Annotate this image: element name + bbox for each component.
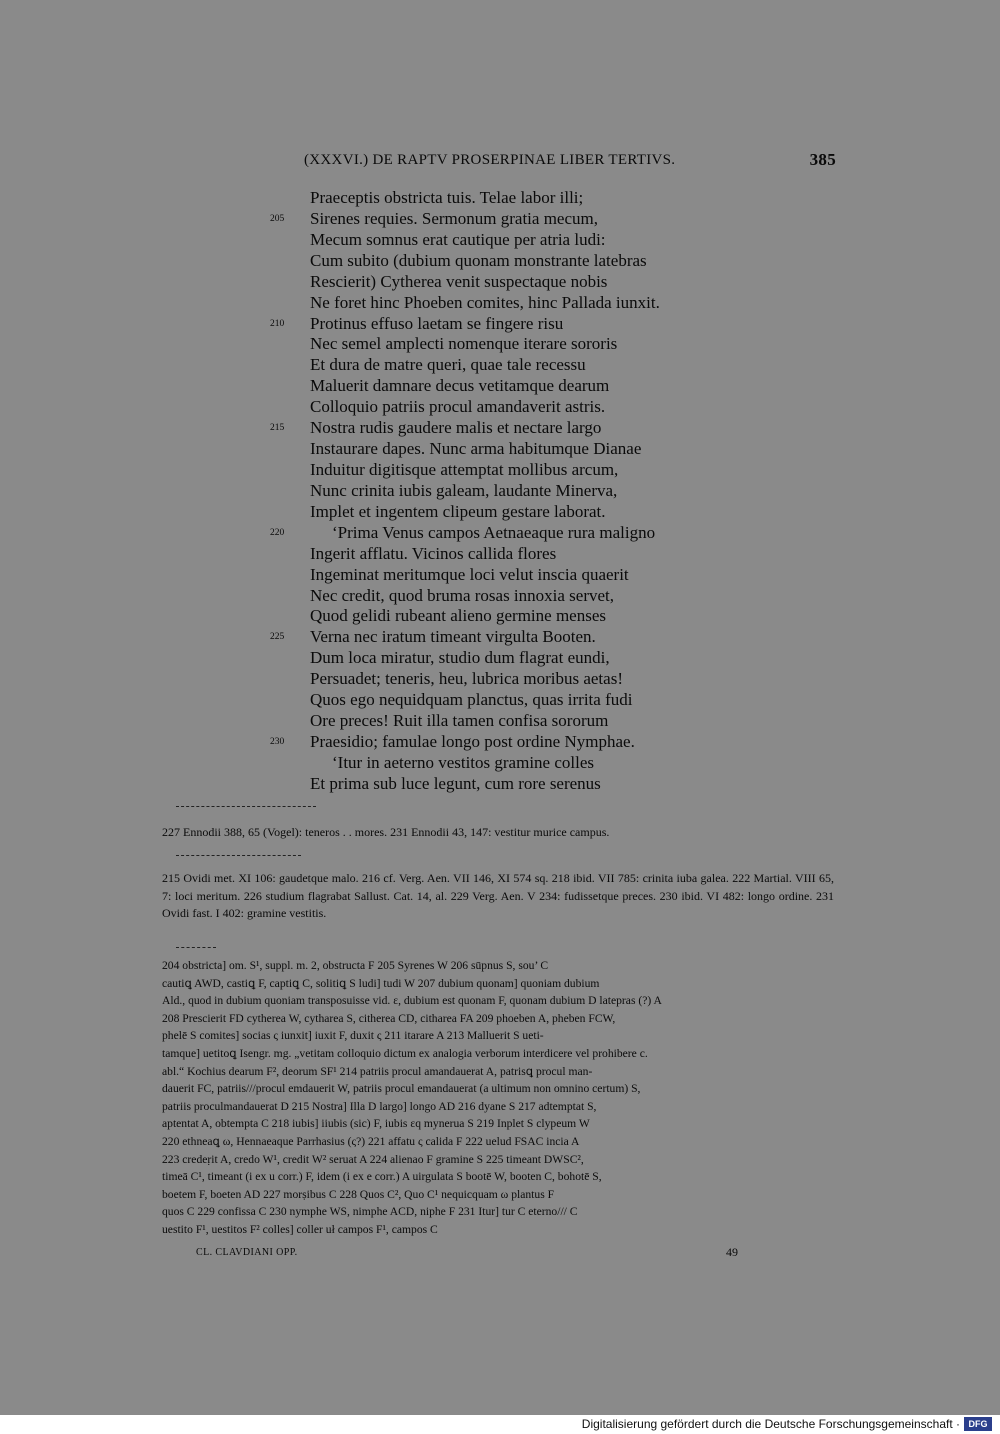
verse-text: Ingeminat meritumque loci velut inscia quaerit xyxy=(310,564,629,584)
verse-text: Cum subito (dubium quonam monstrante latebras xyxy=(310,250,647,270)
verse-line xyxy=(270,774,790,795)
verse-line xyxy=(270,669,790,690)
apparatus-fontes xyxy=(162,870,834,923)
critical-note-line: aptentat A, obtempta C 218 iubis] iiubis (sic) F, iubis εq mynerua S 219 Inplet S clypeum W xyxy=(162,1117,590,1131)
dfg-funding-text: Digitalisierung gefördert durch die Deutsche Forschungsgemeinschaft · xyxy=(581,1417,960,1431)
verse-line xyxy=(270,753,790,774)
verse-text: Colloquio patriis procul amandaverit astris. xyxy=(310,397,606,417)
verse-line xyxy=(270,690,790,711)
verse-text: Quos ego nequidquam planctus, quas irrita fudi xyxy=(310,690,633,710)
dfg-funding-bar xyxy=(0,1415,1000,1434)
critical-note-line: tamque] uetitoꝗ Isengr. mg. „vetitam colloquio dictum ex analogia verborum interdicere vel prohibere c. xyxy=(162,1046,648,1060)
verse-text: Protinus effuso laetam se fingere risu xyxy=(310,313,564,333)
verse-text: Persuadet; teneris, heu, lubrica moribus aetas! xyxy=(310,669,623,689)
verse-text: Mecum somnus erat cautique per atria ludi: xyxy=(310,229,606,249)
verse-text: Ingerit afflatu. Vicinos callida flores xyxy=(310,543,557,563)
gathering-number: 49 xyxy=(726,1245,738,1259)
critical-note-line: patriis proculmandauerat D 215 Nostra] Illa D largo] longo AD 216 dyane S 217 adtemptat S, xyxy=(162,1099,597,1113)
verse-line xyxy=(270,397,790,418)
critical-note-line: boetem F, boeten AD 227 morṣibus C 228 Quos C², Quo C¹ nequicquam ω plantus F xyxy=(162,1187,555,1201)
verse-line xyxy=(270,606,790,627)
verse-line xyxy=(270,230,790,251)
running-title: (XXXVI.) DE RAPTV PROSERPINAE LIBER TERTIVS. xyxy=(304,152,676,168)
verse-text: Nostra rudis gaudere malis et nectare largo xyxy=(310,418,602,438)
verse-text: Et dura de matre queri, quae tale recessu xyxy=(310,355,586,375)
verse-line xyxy=(270,439,790,460)
verse-line xyxy=(270,523,790,544)
critical-note-line: cautiꝗ AWD, castiꝗ F, captiꝗ C, solitiꝗ S ludi] tudi W 207 dubium quonam] quoniam dubium xyxy=(162,976,600,990)
verse-line xyxy=(270,376,790,397)
verse-line xyxy=(270,272,790,293)
verse-line xyxy=(270,565,790,586)
verse-number: 205 xyxy=(270,213,285,224)
verse-line xyxy=(270,355,790,376)
verse-text: Nec semel amplecti nomenque iterare sororis xyxy=(310,334,618,354)
critical-note-line: phelē S comites] socias ς iunxit] iuxit F, duxit ς 211 itarare A 213 Malluerit S ueti- xyxy=(162,1029,544,1043)
running-header xyxy=(300,150,840,172)
verse-line xyxy=(270,188,790,209)
apparatus-rule-3 xyxy=(176,947,216,948)
verse-line xyxy=(270,209,790,230)
critical-note-line: 223 credeṛit A, credo W¹, credit W² seruat A 224 alienao F gramine S 225 timeant DWSC², xyxy=(162,1152,584,1166)
verse-text: Rescierit) Cytherea venit suspectaque nobis xyxy=(310,271,608,291)
verse-line xyxy=(270,586,790,607)
critical-note-line: uestito F¹, uestitos F² colles] coller uł campos F¹, campos C xyxy=(162,1222,438,1236)
verse-text: Induitur digitisque attemptat mollibus arcum, xyxy=(310,459,619,479)
verse-line xyxy=(270,732,790,753)
verse-line xyxy=(270,314,790,335)
verse-text: Ore preces! Ruit illa tamen confisa sororum xyxy=(310,711,609,731)
verse-line xyxy=(270,293,790,314)
verse-line xyxy=(270,648,790,669)
critical-note-line: abl.“ Kochius dearum F², deorum SF¹ 214 patriis procul amandauerat A, patrisꝗ procul man- xyxy=(162,1064,593,1078)
verse-text: Quod gelidi rubeant alieno germine menses xyxy=(310,606,606,626)
verse-text: Sirenes requies. Sermonum gratia mecum, xyxy=(310,208,598,228)
verse-line xyxy=(270,544,790,565)
verse-text: Praesidio; famulae longo post ordine Nymphae. xyxy=(310,731,635,751)
verse-text: Instaurare dapes. Nunc arma habitumque Dianae xyxy=(310,439,642,459)
critical-note-line: quos C 229 confissa C 230 nymphe WS, nimphe ACD, niphe F 231 Itur] tur C eterno/// C xyxy=(162,1205,578,1219)
critical-note-line: 208 Prescierit FD cytherea W, cytharea S, citherea CD, citharea FA 209 phoeben A, pheben FCW, xyxy=(162,1011,616,1025)
verse-number: 220 xyxy=(270,527,285,538)
verse-number: 215 xyxy=(270,423,285,434)
similia-note: 227 Ennodii 388, 65 (Vogel): teneros . . mores. 231 Ennodii 43, 147: vestitur murice campus. xyxy=(162,825,610,839)
verse-text: Et prima sub luce legunt, cum rore serenus xyxy=(310,773,601,793)
page-footer xyxy=(196,1245,756,1263)
verse-line xyxy=(270,334,790,355)
critical-note-line: Ald., quod in dubium quoniam transposuisse vid. ε, dubium est quonam F, quonam dubium D latepras (?) A xyxy=(162,994,662,1008)
fontes-note: 215 Ovidi met. XI 106: gaudetque malo. 216 cf. Verg. Aen. VII 146, XI 574 sq. 218 ibid. VII 785: crinita iuba galea. 222 Martial. VIII 65, 7: loci meritum. 226 studium flagrabat Sallust. Cat. 14, al. 229 Verg. Aen. V 234: fudissetque preces. 230 ibid. VI 482: longo ordine. 231 Ovidi fast. I 402: gramine vestitis. xyxy=(162,871,834,920)
verse-number: 230 xyxy=(270,736,285,747)
apparatus-similia xyxy=(162,824,834,842)
apparatus-rule-1 xyxy=(176,806,316,807)
verse-line xyxy=(270,502,790,523)
verse-text: Praeceptis obstricta tuis. Telae labor illi; xyxy=(310,188,584,207)
verse-text: Implet et ingentem clipeum gestare laborat. xyxy=(310,501,606,521)
poem-text xyxy=(270,188,790,795)
verse-text: Maluerit damnare decus vetitamque dearum xyxy=(310,376,610,396)
verse-number: 210 xyxy=(270,318,285,329)
critical-note-line: 220 ethneaꝗ ω, Hennaeaque Parrhasius (ς?) 221 affatu ς calida F 222 uelud FSAC incia A xyxy=(162,1134,580,1148)
critical-note-line: 204 obstricta] om. S¹, suppl. m. 2, obstructa F 205 Syrenes W 206 sūpnus S, sou’ C xyxy=(162,959,549,972)
critical-note-line: timeā C¹, timeant (i ex u corr.) F, idem (i ex e corr.) A uirgulata S bootē W, booten C, bohotē S, xyxy=(162,1170,602,1184)
dfg-logo-icon: DFG xyxy=(964,1417,992,1431)
critical-note-line: dauerit FC, patriis///procul emdauerit W, patriis procul emandauerat (a ultimum non omnino certum) S, xyxy=(162,1082,641,1096)
apparatus-rule-2 xyxy=(176,855,301,856)
verse-line xyxy=(270,627,790,648)
verse-text: Dum loca miratur, studio dum flagrat eundi, xyxy=(310,648,610,668)
verse-line xyxy=(270,418,790,439)
apparatus-criticus xyxy=(162,957,834,1239)
verse-text: ‘Itur in aeterno vestitos gramine colles xyxy=(332,752,594,772)
verse-text: Nec credit, quod bruma rosas innoxia servet, xyxy=(310,585,615,605)
verse-text: ‘Prima Venus campos Aetnaeaque rura maligno xyxy=(332,522,656,542)
verse-text: Nunc crinita iubis galeam, laudante Minerva, xyxy=(310,480,618,500)
verse-text: Verna nec iratum timeant virgulta Booten. xyxy=(310,627,596,647)
verse-line xyxy=(270,711,790,732)
verse-number: 225 xyxy=(270,632,285,643)
verse-line xyxy=(270,251,790,272)
verse-line xyxy=(270,481,790,502)
verse-text: Ne foret hinc Phoeben comites, hinc Pallada iunxit. xyxy=(310,292,660,312)
page-number: 385 xyxy=(809,150,836,169)
verse-line xyxy=(270,460,790,481)
signature-mark: CL. CLAVDIANI OPP. xyxy=(196,1247,298,1258)
